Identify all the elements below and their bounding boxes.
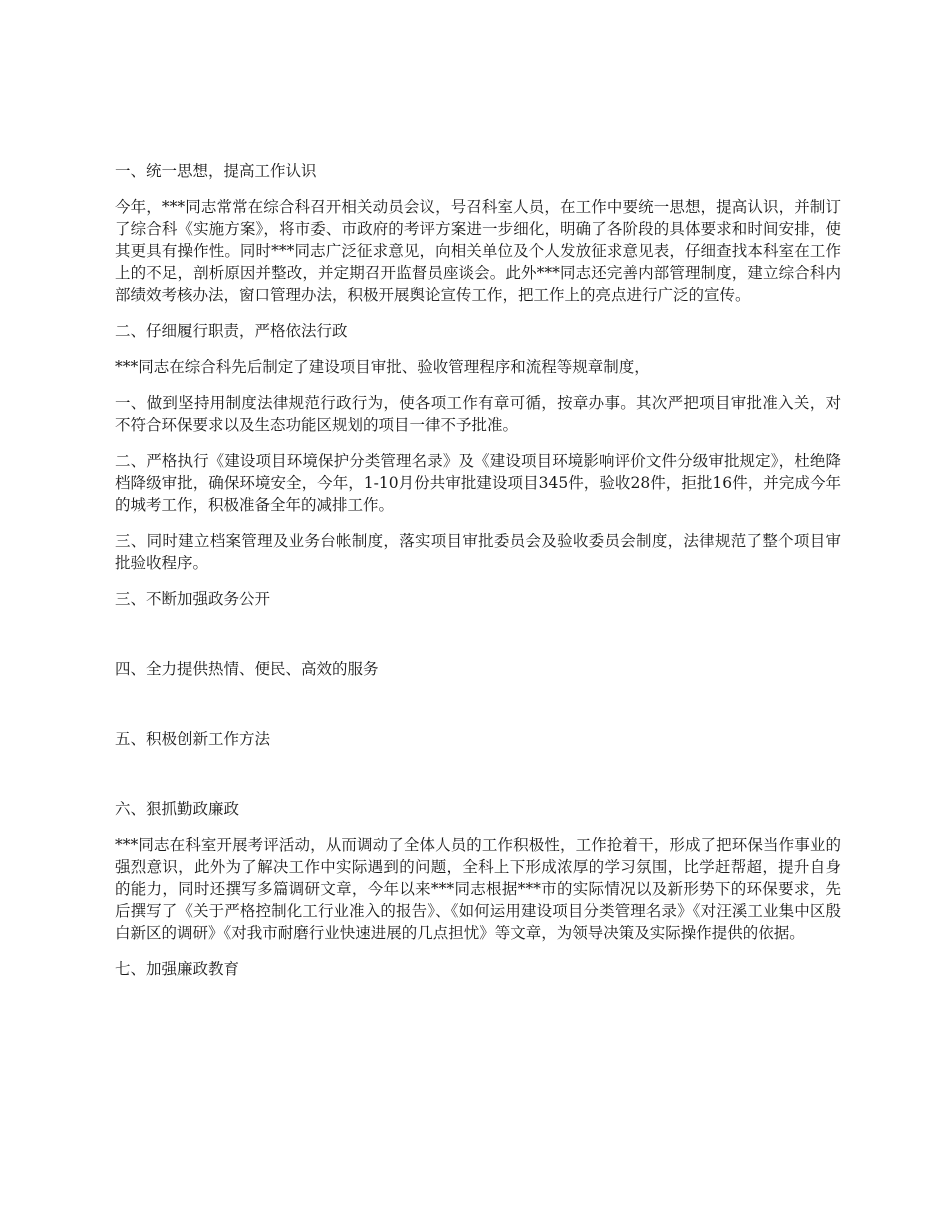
section-heading-7: 七、加强廉政教育	[115, 960, 240, 978]
section-heading-4: 四、全力提供热情、便民、高效的服务	[115, 660, 379, 678]
document-body	[115, 160, 841, 994]
paragraph-1: 今年，***同志常常在综合科召开相关动员会议，号召科室人员，在工作中要统一思想，提高认识，并制订了综合科《实施方案》，将市委、市政府的考评方案进一步细化，明确了各阶段的具体要求和时间安排，使其更具有操作性。同时***同志广泛征求意见，向相关单位及个人发放征求意见表，仔细查找本科室在工作上的不足，剖析原因并整改，并定期召开监督员座谈会。此外***同志还完善内部管理制度，建立综合科内部绩效考核办法，窗口管理办法，积极开展舆论宣传工作，把工作上的亮点进行广泛的宣传。	[115, 198, 841, 304]
section-heading-3: 三、不断加强政务公开	[115, 590, 271, 608]
paragraph-6: ***同志在科室开展考评活动，从而调动了全体人员的工作积极性，工作抢着干，形成了把环保当作事业的强烈意识，此外为了解决工作中实际遇到的问题，全科上下形成浓厚的学习氛围，比学赶帮超，提升自身的能力，同时还撰写多篇调研文章，今年以来***同志根据***市的实际情况以及新形势下的环保要求，先后撰写了《关于严格控制化工行业准入的报告》、《如何运用建设项目分类管理名录》《对汪溪工业集中区殷白新区的调研》《对我市耐磨行业快速进展的几点担忧》等文章，为领导决策及实际操作提供的依据。	[115, 836, 841, 942]
section-heading-1: 一、统一思想，提高工作认识	[115, 162, 317, 180]
paragraph-5: 三、同时建立档案管理及业务台帐制度，落实项目审批委员会及验收委员会制度，法律规范了整个项目审批验收程序。	[115, 532, 841, 572]
paragraph-2: ***同志在综合科先后制定了建设项目审批、验收管理程序和流程等规章制度，	[115, 358, 650, 376]
section-heading-5: 五、积极创新工作方法	[115, 730, 271, 748]
section-heading-6: 六、狠抓勤政廉政	[115, 800, 240, 818]
paragraph-3: 一、做到坚持用制度法律规范行政行为，使各项工作有章可循，按章办事。其次严把项目审批准入关，对不符合环保要求以及生态功能区规划的项目一律不予批准。	[115, 394, 841, 434]
paragraph-4: 二、严格执行《建设项目环境保护分类管理名录》及《建设项目环境影响评价文件分级审批规定》，杜绝降档降级审批，确保环境安全，今年，1-10月份共审批建设项目345件，验收28件，拒批16件，并完成今年的城考工作，积极准备全年的减排工作。	[115, 452, 841, 514]
section-heading-2: 二、仔细履行职责，严格依法行政	[115, 322, 348, 340]
